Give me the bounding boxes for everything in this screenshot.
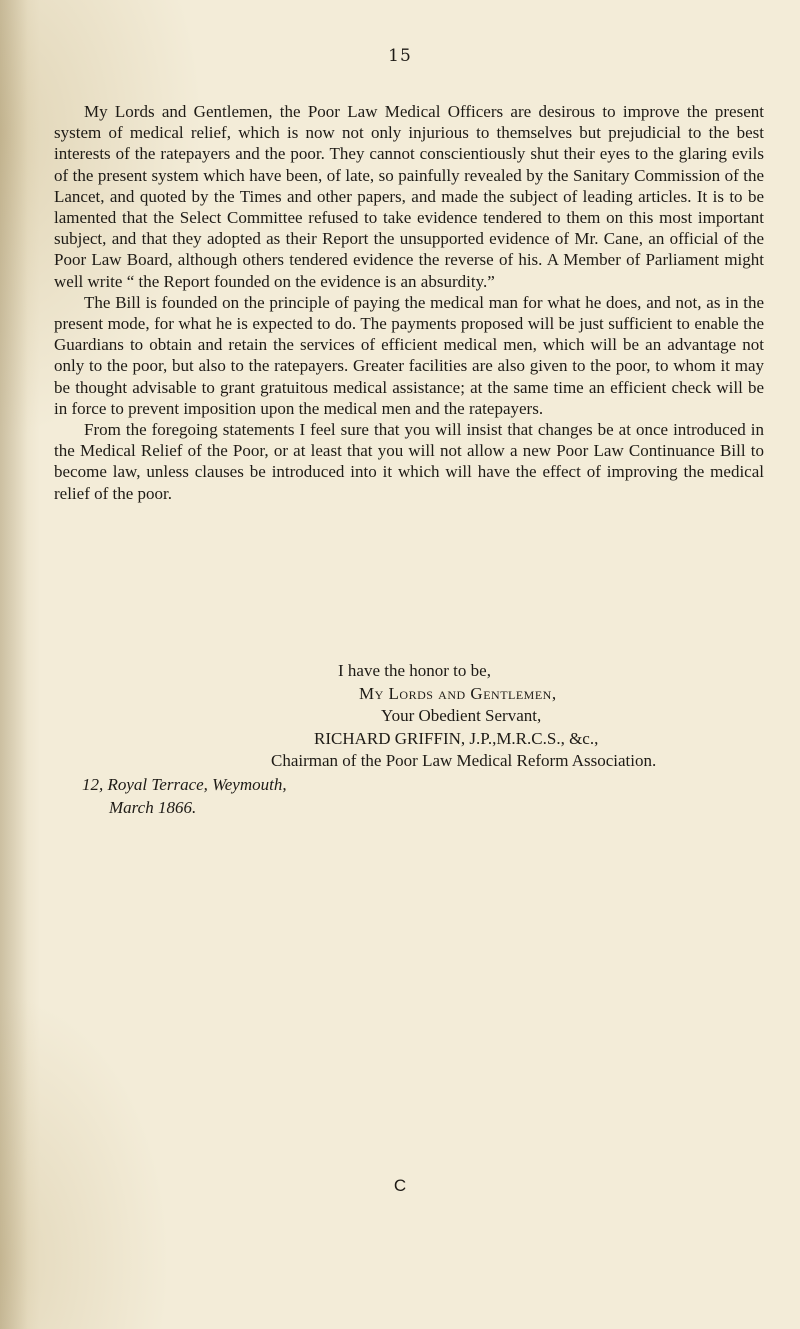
closing-servant-line: Your Obedient Servant, <box>381 706 542 725</box>
signature-mark: C <box>393 1176 407 1195</box>
paragraph-3: From the foregoing statements I feel sure that you will insist that changes be at once introduced in the Medical Relief of the Poor, or at least that you will not allow a new Poor Law Continuance Bill to become law, unless clauses be introduced into it which will have the effect of improving the medical relief of the poor. <box>54 420 764 503</box>
signatory-name: RICHARD GRIFFIN, J.P.,M.R.C.S., &c., <box>314 728 599 748</box>
closing-honor-line: I have the honor to be, <box>338 661 491 680</box>
paragraph-2: The Bill is founded on the principle of paying the medical man for what he does, and not, as in the present mode, for what he is expected to do. The payments proposed will be just sufficient to enable the Guardians to obtain and retain the services of efficient medical men, which will be an advantage not only to the poor, but also to the ratepayers. Greater facilities are also given to the poor, to whom it may be thought advisable to grant gratuitous medical assistance; at the same time an efficient check will be in force to prevent imposition upon the medical men and the ratepayers. <box>54 292 764 418</box>
letter-body <box>54 101 764 504</box>
closing-salutation: My Lords and Gentlemen, <box>359 683 557 703</box>
letter-closing <box>54 660 764 773</box>
page-edge-shadow <box>0 0 28 1329</box>
date-line: March 1866. <box>109 797 197 817</box>
sender-address <box>82 774 287 819</box>
address-line: 12, Royal Terrace, Weymouth, <box>82 775 287 794</box>
page-number: 15 <box>388 46 412 66</box>
signatory-title: Chairman of the Poor Law Medical Reform Association. <box>271 751 657 770</box>
paragraph-1: My Lords and Gentlemen, the Poor Law Medical Officers are desirous to improve the present system of medical relief, which is now not only injurious to themselves but prejudicial to the best interests of the ratepayers and the poor. They cannot conscientiously shut their eyes to the glaring evils of the present system which have been, of late, so painfully revealed by the Sanitary Commission of the Lancet, and quoted by the Times and other papers, and made the subject of leading articles. It is to be lamented that the Select Committee refused to take evidence tendered to them on this most important subject, and that they adopted as their Report the unsupported evidence of Mr. Cane, an official of the Poor Law Board, although others tendered evidence the reverse of his. A Member of Parliament might well write “ the Report founded on the evidence is an absurdity.” <box>54 102 764 291</box>
